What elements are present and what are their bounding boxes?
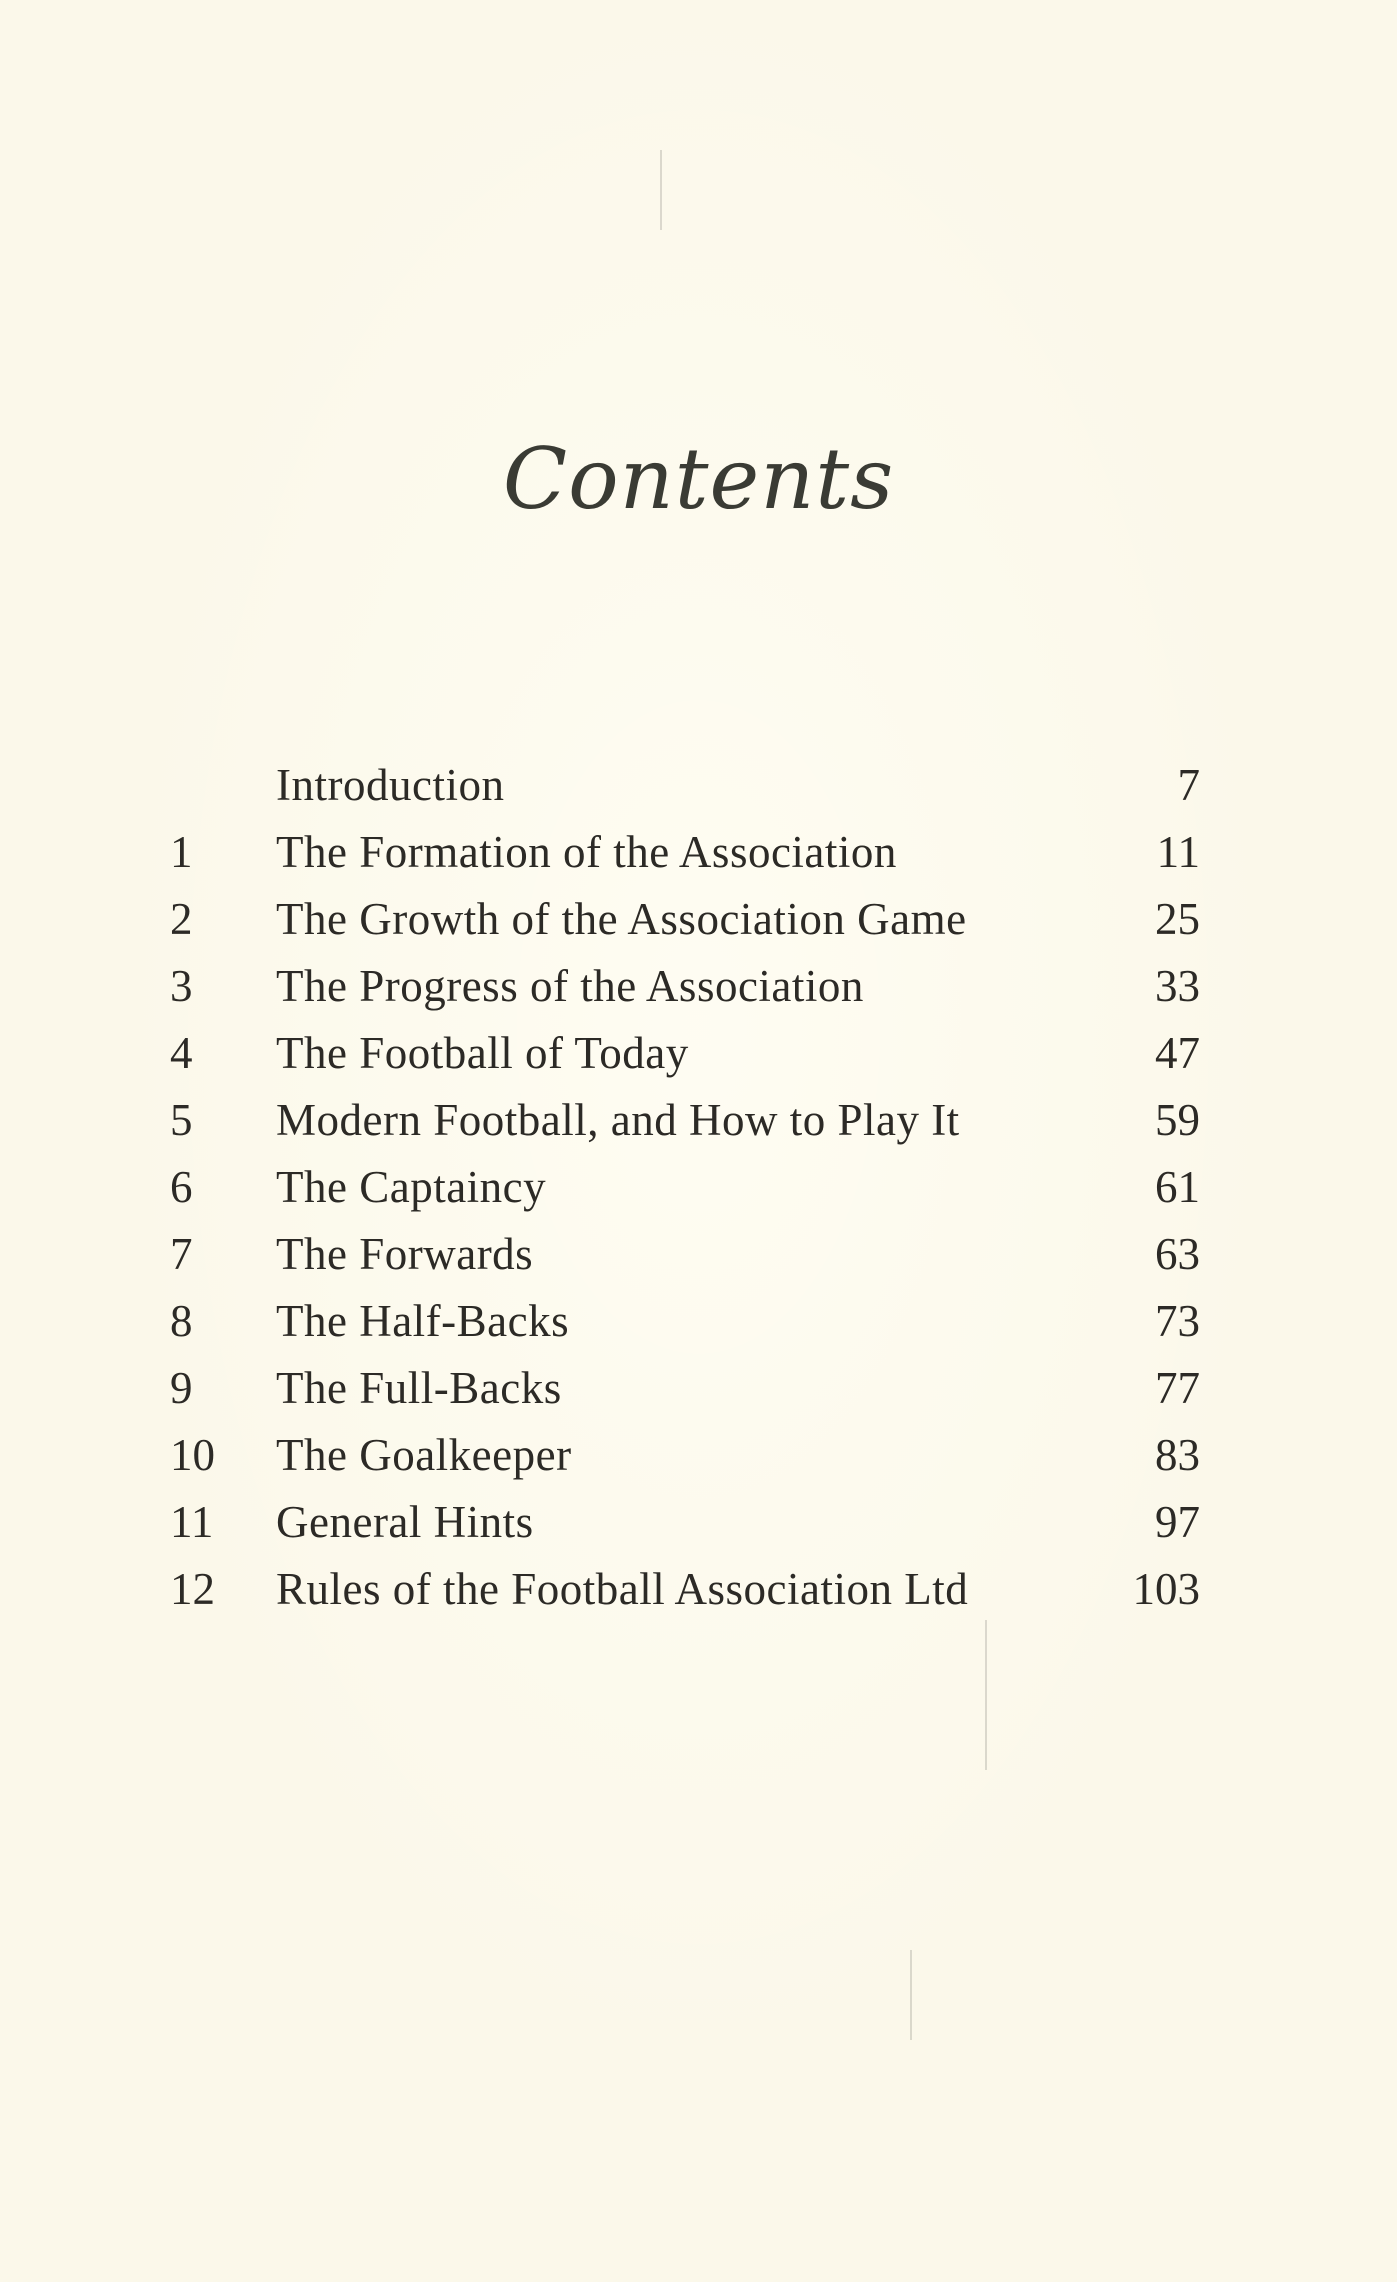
chapter-title: The Captaincy: [276, 1162, 547, 1212]
chapter-number: 5: [170, 1095, 193, 1145]
chapter-number: 10: [170, 1430, 215, 1480]
chapter-number: 9: [170, 1363, 193, 1413]
page-number: 61: [1155, 1162, 1200, 1212]
chapter-title: Introduction: [276, 760, 505, 810]
toc-entry: [170, 1020, 1200, 1087]
page-number: 47: [1155, 1028, 1200, 1078]
page-number: 25: [1155, 894, 1200, 944]
chapter-title: The Forwards: [276, 1229, 534, 1279]
page-number: 103: [1132, 1564, 1200, 1614]
chapter-number: 3: [170, 961, 193, 1011]
chapter-title: General Hints: [276, 1497, 534, 1547]
chapter-title: The Football of Today: [276, 1028, 689, 1078]
chapter-number: 4: [170, 1028, 193, 1078]
chapter-number: 2: [170, 894, 193, 944]
toc-entry: [170, 1355, 1200, 1422]
page-number: 33: [1155, 961, 1200, 1011]
chapter-title: The Half-Backs: [276, 1296, 570, 1346]
chapter-number: 1: [170, 827, 193, 877]
paper-mark: [985, 1620, 987, 1770]
toc-entry: [170, 1154, 1200, 1221]
page-number: 59: [1155, 1095, 1200, 1145]
page-number: 97: [1155, 1497, 1200, 1547]
page-number: 73: [1155, 1296, 1200, 1346]
page-number: 63: [1155, 1229, 1200, 1279]
toc-entry: [170, 1288, 1200, 1355]
table-of-contents: [170, 752, 1200, 1623]
page-number: 11: [1156, 827, 1200, 877]
chapter-title: The Goalkeeper: [276, 1430, 572, 1480]
page-number: 77: [1155, 1363, 1200, 1413]
toc-entry: [170, 953, 1200, 1020]
paper-mark: [660, 150, 662, 230]
chapter-title: The Growth of the Association Game: [276, 894, 967, 944]
chapter-number: 6: [170, 1162, 193, 1212]
toc-entry: [170, 819, 1200, 886]
toc-entry: [170, 886, 1200, 953]
chapter-title: Modern Football, and How to Play It: [276, 1095, 960, 1145]
chapter-number: 11: [170, 1497, 214, 1547]
paper-mark: [910, 1950, 912, 2040]
chapter-title: The Full-Backs: [276, 1363, 562, 1413]
toc-entry: [170, 1422, 1200, 1489]
toc-entry: [170, 1489, 1200, 1556]
page-title: Contents: [502, 430, 895, 528]
chapter-title: The Progress of the Association: [276, 961, 864, 1011]
toc-entry: [170, 1221, 1200, 1288]
chapter-number: 7: [170, 1229, 193, 1279]
chapter-number: 12: [170, 1564, 215, 1614]
toc-entry: [170, 1087, 1200, 1154]
page-number: 83: [1155, 1430, 1200, 1480]
chapter-title: Rules of the Football Association Ltd: [276, 1564, 969, 1614]
chapter-title: The Formation of the Association: [276, 827, 897, 877]
chapter-number: 8: [170, 1296, 193, 1346]
toc-entry: [170, 1556, 1200, 1623]
toc-entry: [170, 752, 1200, 819]
page-number: 7: [1177, 760, 1200, 810]
